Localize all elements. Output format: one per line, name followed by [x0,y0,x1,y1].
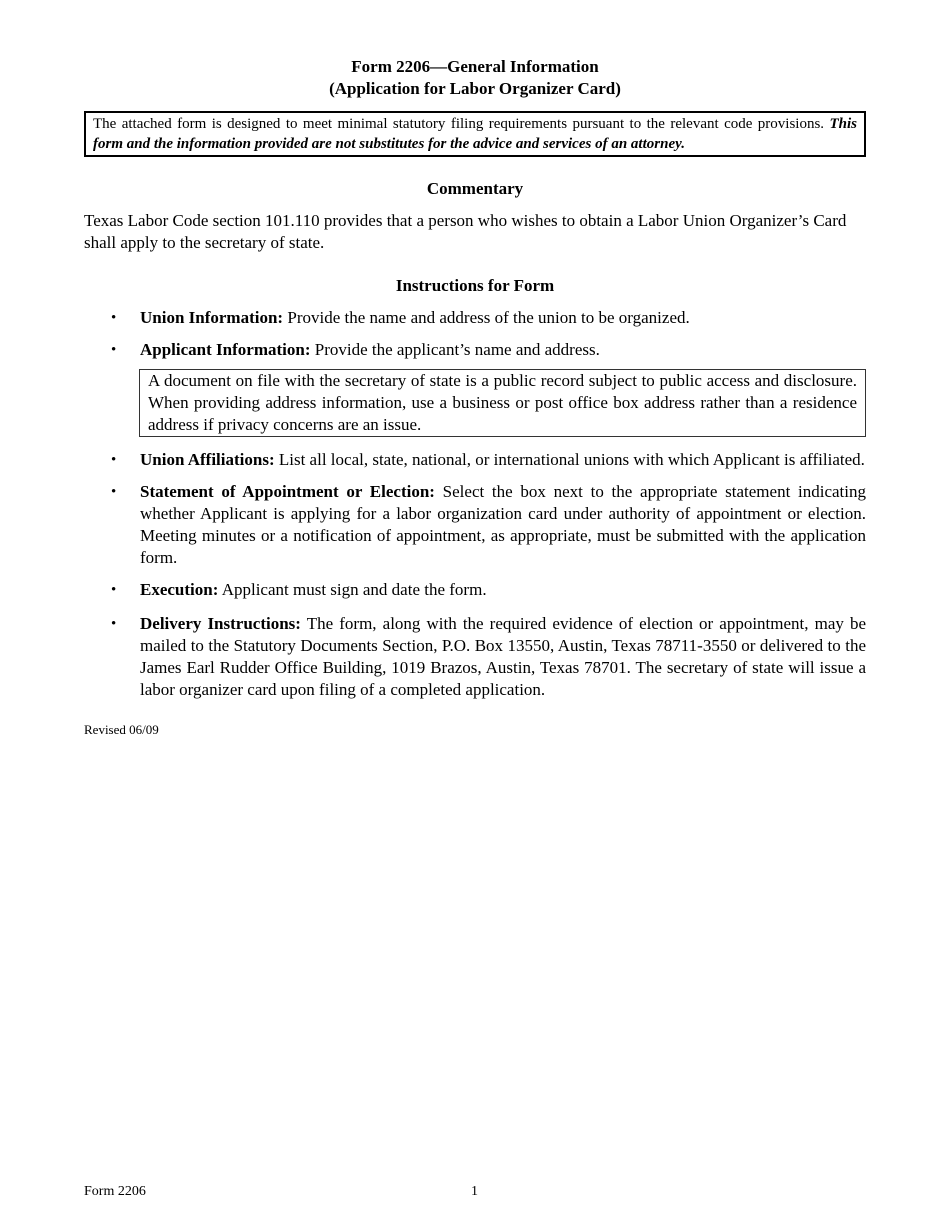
title-line-1: Form 2206—General Information [351,57,599,76]
list-item [84,579,866,601]
disclaimer-emphasis: This form and the information provided are not substitutes for the advice and services of an attorney. [93,116,857,152]
commentary-heading: Commentary [426,179,524,198]
item-label: Union Information: [140,308,284,327]
list-item [84,339,866,361]
commentary-text: Texas Labor Code section 101.110 provides that a person who wishes to obtain a Labor Union Organizer’s Card shall apply to the secretary of state. [84,211,847,252]
document-title [84,56,866,100]
disclaimer-box [84,111,866,157]
footer-form-number: Form 2206 [84,1184,146,1199]
bullet-icon: • [111,484,117,500]
instructions-list-continued [84,449,866,701]
list-item [84,613,866,701]
item-label: Union Affiliations: [140,450,275,469]
instructions-heading: Instructions for Form [395,276,555,295]
bullet-icon: • [111,582,117,598]
list-item [84,307,866,329]
bullet-icon: • [111,342,117,358]
bullet-icon: • [111,616,117,632]
item-text: Select the box next to the appropriate statement indicating whether Applicant is applying for a labor organization card under authority of appointment or election. Meeting minutes or a notification of appointment, as appropriate, must be submitted with the application form. [140,482,866,567]
disclaimer-text: The attached form is designed to meet minimal statutory filing requirements pursuant to the relevant code provisions. [93,116,830,132]
item-text: Applicant must sign and date the form. [218,580,487,599]
item-label: Applicant Information: [140,340,311,359]
list-item [84,481,866,569]
bullet-icon: • [111,310,117,326]
title-line-2: (Application for Labor Organizer Card) [329,79,621,98]
item-text: Provide the applicant’s name and address. [310,340,600,359]
item-label: Statement of Appointment or Election: [140,482,435,501]
list-item [84,449,866,471]
revision-date: Revised 06/09 [84,722,159,737]
privacy-note-box: A document on file with the secretary of state is a public record subject to public access and disclosure. When providing address information, use a business or post office box address rather than a residence address if privacy concerns are an issue. [139,369,866,437]
instructions-list [84,307,866,361]
item-text: The form, along with the required evidence of election or appointment, may be mailed to the Statutory Documents Section, P.O. Box 13550, Austin, Texas 78711-3550 or delivered to the James Earl Rudder Office Building, 1019 Brazos, Austin, Texas 78701. The secretary of state will issue a labor organizer card upon filing of a completed application. [140,614,866,699]
document-page [84,56,866,738]
bullet-icon: • [111,452,117,468]
footer-page-number: 1 [471,1184,478,1199]
item-label: Delivery Instructions: [140,614,301,633]
item-label: Execution: [140,580,219,599]
item-text: List all local, state, national, or international unions with which Applicant is affiliated. [274,450,865,469]
item-text: Provide the name and address of the union to be organized. [283,308,690,327]
